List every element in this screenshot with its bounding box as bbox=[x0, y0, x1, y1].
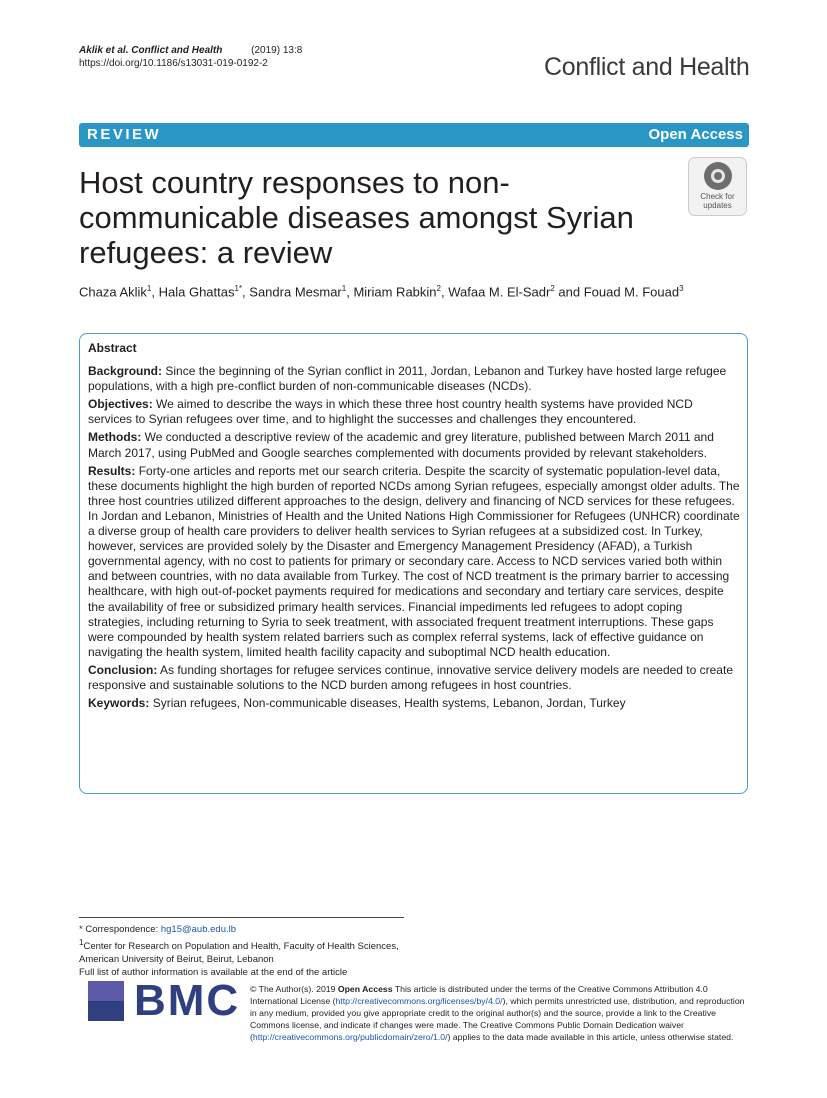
journal-name: Conflict and Health bbox=[544, 53, 750, 81]
author-name[interactable]: Hala Ghattas bbox=[158, 284, 235, 300]
article-type: REVIEW bbox=[87, 126, 162, 143]
full-author-info-note: Full list of author information is available at the end of the article bbox=[79, 967, 348, 979]
abstract-objectives: Objectives: We aimed to describe the ways in which these three host country health systems have provided NCD services to Syrian refugees over time, and to highlight the successes and challenges they encountered. bbox=[88, 397, 693, 427]
article-type-banner bbox=[79, 123, 749, 147]
abstract-conclusion: Conclusion: As funding shortages for refugee services continue, innovative service delivery models are needed to create responsive and sustainable solutions to the NCD burden among refugees in host countries. bbox=[88, 662, 733, 692]
correspondence: * Correspondence: hg15@aub.edu.lb bbox=[79, 924, 237, 935]
abstract-heading: Abstract bbox=[88, 341, 137, 355]
badge-line2: updates bbox=[703, 201, 732, 210]
abstract-results: Results: Forty-one articles and reports met our search criteria. Despite the scarcity of systematic population-level data, these documents highlight the high burden of reported NCDs among Syrian refugees, especially amongst older adults. The three host countries utilized different approaches to the design, delivery and financing of NCD services for these refugees. In Jordan and Lebanon, Ministries of Health and the United Nations High Commissioner for Refugees (UNHCR) coordinate a diverse group of health care providers to deliver health services to Syrian refugees at a subsidized cost. In Turkey, however, services are provided solely by the Disaster and Emergency Management Presidency (AFAD), a Turkish governmental agency, with no cost to patients for primary or secondary care. Access to NCD services varied both within and between countries, with no data available from Turkey. The cost of NCD treatment is the primary barrier to accessing healthcare, with high out-of-pocket payments required for medications and secondary and tertiary care services, despite the availability of free or subsidized primary health services. Financial impediments led refugees to adopt coping strategies, including returning to Syria to seek treatment, with associated frequent treatment interruptions. These gaps were compounded by health system related barriers such as complex referral systems, lack of effective guidance on navigating the health system, limited health facility capacity and suboptimal NCD health education. bbox=[88, 463, 740, 659]
author-name[interactable]: Sandra Mesmar bbox=[249, 284, 342, 300]
abstract-methods: Methods: We conducted a descriptive review of the academic and grey literature, published between March 2011 and March 2017, using PubMed and Google searches complemented with documents provided by relevant stakeholders. bbox=[88, 430, 714, 460]
check-updates-icon bbox=[704, 162, 732, 190]
citation-line bbox=[79, 44, 302, 57]
footnote bbox=[79, 923, 419, 979]
public-domain-link[interactable]: http://creativecommons.org/publicdomain/zero/1.0/ bbox=[252, 1032, 448, 1042]
bmc-logo-text: BMC bbox=[134, 976, 241, 1025]
author-affil: 1* bbox=[234, 284, 243, 293]
abstract-background: Background: Since the beginning of the Syrian conflict in 2011, Jordan, Lebanon and Turkey have hosted large refugee populations, with a high pre-conflict burden of non-communicable diseases (NCDs). bbox=[88, 364, 727, 394]
affiliation-line2: American University of Beirut, Beirut, Lebanon bbox=[79, 954, 274, 966]
citation-year: (2019) 13:8 bbox=[251, 45, 303, 56]
author-name[interactable]: Chaza Aklik bbox=[79, 284, 147, 300]
bmc-logo bbox=[88, 976, 241, 1026]
abstract bbox=[88, 341, 740, 714]
author-affil: 1 bbox=[146, 284, 152, 293]
badge-line1: Check for bbox=[700, 192, 735, 201]
check-for-updates-badge[interactable] bbox=[688, 157, 747, 216]
author-affil: 1 bbox=[341, 284, 347, 293]
author-name[interactable]: Miriam Rabkin bbox=[353, 284, 437, 300]
author-affil: 2 bbox=[436, 284, 441, 293]
footnote-divider bbox=[79, 917, 404, 918]
license-link[interactable]: http://creativecommons.org/licenses/by/4.0/ bbox=[335, 996, 503, 1006]
author-affil: 2 bbox=[550, 284, 555, 293]
author-list: Chaza Aklik$^1$, Hala Ghattas$^{1*}$, Sandra Mesmar$^1$, Miriam Rabkin$^2$, Wafaa M. El-Sadr$^2$ and Fouad M. Fouad$^3$ bbox=[79, 284, 684, 300]
citation-authors: Aklik et al. Conflict and Health bbox=[79, 45, 223, 56]
doi-link[interactable]: https://doi.org/10.1186/s13031-019-0192-2 bbox=[79, 58, 268, 69]
article-title: Host country responses to non-communicable diseases amongst Syrian refugees: a review bbox=[79, 165, 634, 270]
affiliation-line1: $^1$Center for Research on Population and Health, Faculty of Health Sciences, bbox=[79, 938, 399, 953]
bmc-logo-icon bbox=[88, 981, 124, 1021]
author-affil: 3 bbox=[679, 284, 684, 293]
author-name[interactable]: Wafaa M. El-Sadr bbox=[448, 284, 551, 300]
license-text: © The Author(s). 2019 Open Access This article is distributed under the terms of the Creative Commons Attribution 4.0 International License (http://creativecommons.org/licenses/by/4.0/), which permits unrestricted use, distribution, and reproduction in any medium, provided you give appropriate credit to the original author(s) and the source, provide a link to the Creative Commons license, and indicate if changes were made. The Creative Commons Public Domain Dedication waiver (http://creativecommons.org/publicdomain/zero/1.0/) applies to the data made available in this article, unless otherwise stated. bbox=[250, 984, 745, 1042]
open-access-label: Open Access bbox=[648, 126, 743, 143]
correspondence-email[interactable]: hg15@aub.edu.lb bbox=[160, 924, 237, 935]
abstract-keywords: Keywords: Syrian refugees, Non-communicable diseases, Health systems, Lebanon, Jordan, Turkey bbox=[88, 696, 626, 711]
author-name[interactable]: Fouad M. Fouad bbox=[583, 284, 680, 300]
